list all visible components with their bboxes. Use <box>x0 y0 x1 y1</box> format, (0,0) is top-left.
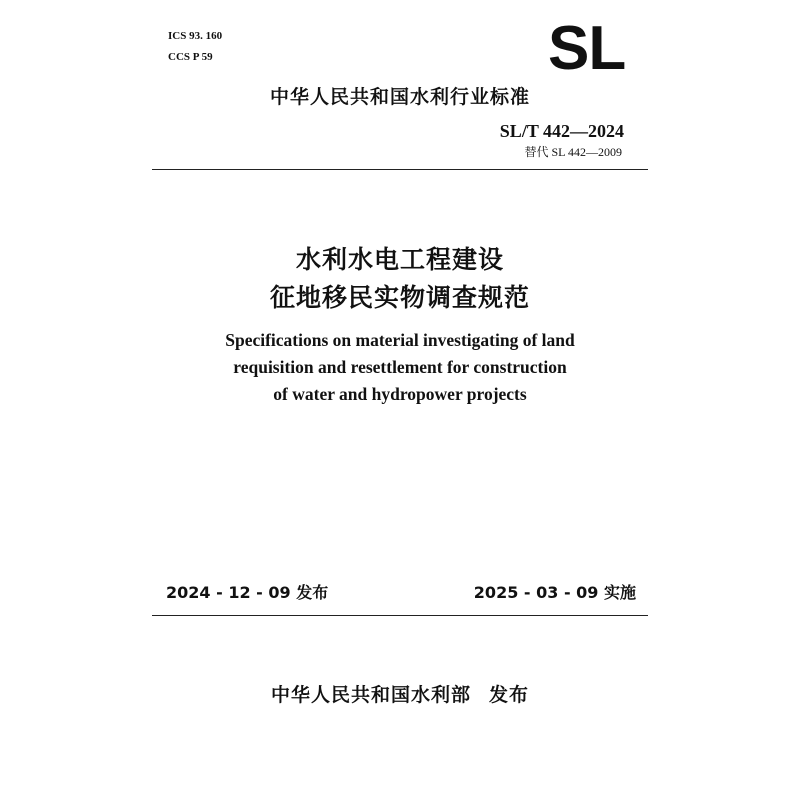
ccs-code: CCS P 59 <box>168 51 213 63</box>
title-cn-line-1: 水利水电工程建设 <box>295 245 504 274</box>
publisher-line <box>200 679 600 711</box>
publisher-name: 中华人民共和国水利部 <box>270 684 471 706</box>
publisher-action: 发布 <box>489 684 530 706</box>
title-en-line-3: of water and hydropower projects <box>273 384 527 404</box>
issue-date: 2024 - 12 - 09 发布 <box>166 583 329 602</box>
standard-number: SL/T 442—2024 <box>499 121 624 141</box>
replaces-standard: 替代 SL 442—2009 <box>524 145 622 159</box>
industry-standard-heading: 中华人民共和国水利行业标准 <box>269 86 530 108</box>
title-cn-line-2: 征地移民实物调查规范 <box>269 283 530 312</box>
title-en <box>150 327 650 408</box>
ics-code: ICS 93. 160 <box>168 30 223 42</box>
top-divider <box>152 169 648 170</box>
bottom-divider <box>152 615 648 616</box>
title-en-line-2: requisition and resettlement for construction <box>233 357 567 377</box>
sl-logo: SL <box>548 14 626 83</box>
implementation-date: 2025 - 03 - 09 实施 <box>473 583 636 602</box>
title-en-line-1: Specifications on material investigating of land <box>225 330 575 350</box>
classification-codes <box>168 26 222 68</box>
